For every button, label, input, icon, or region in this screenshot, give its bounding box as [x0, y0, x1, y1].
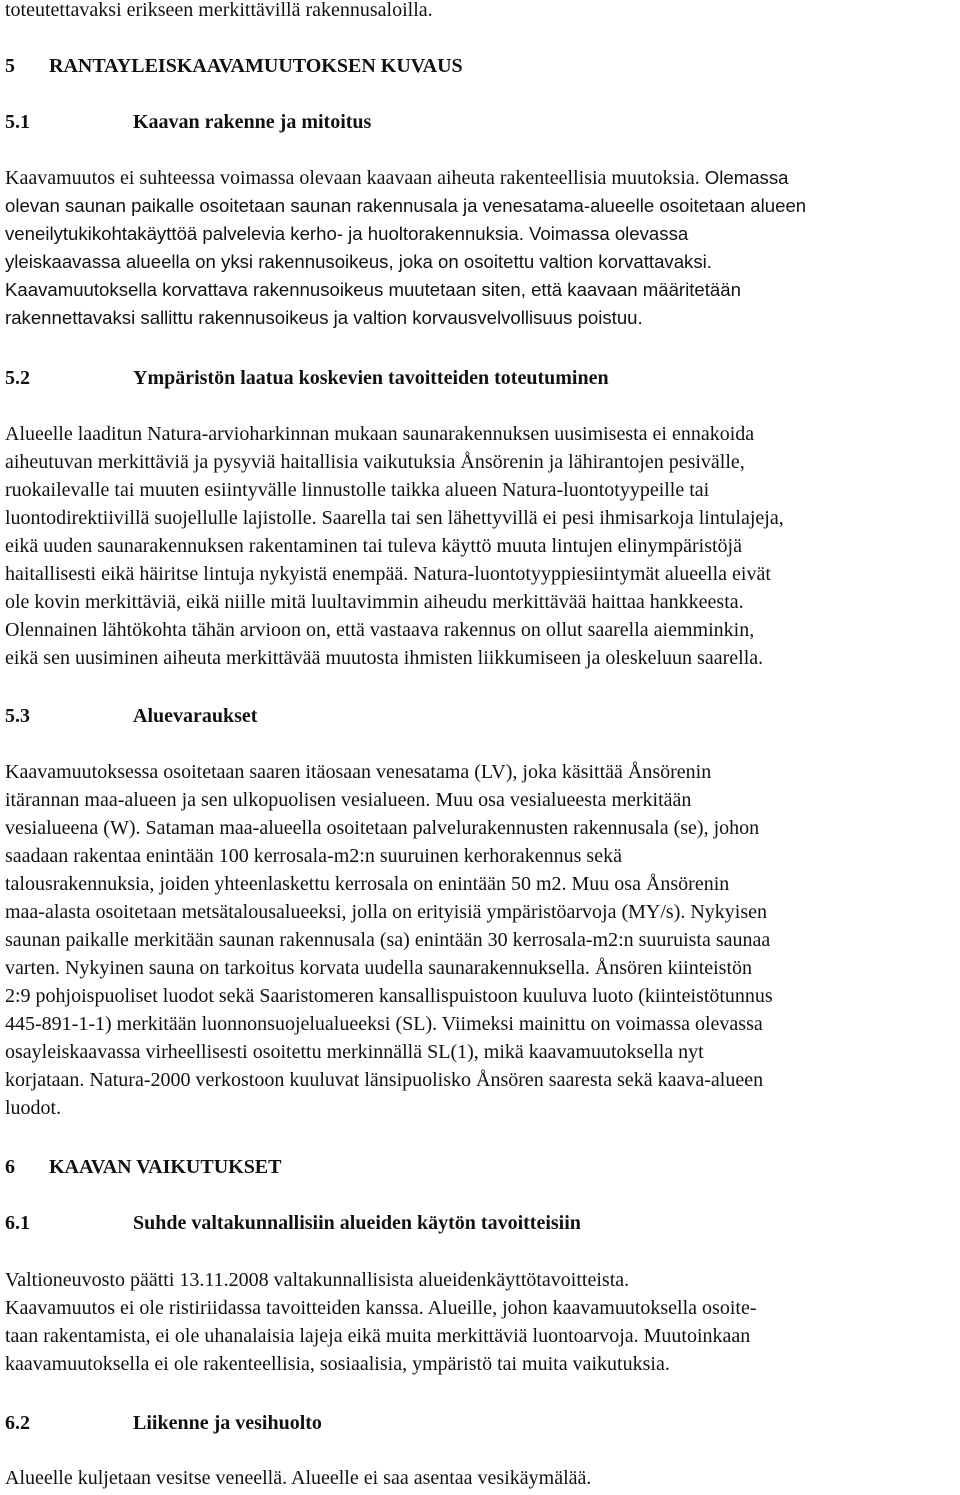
- section-5-3-line-8: varten. Nykyinen sauna on tarkoitus korvata uudella saunarakennuksella. Ånsören kiinteistön: [5, 957, 753, 979]
- section-5-3-line-11: osayleiskaavassa virheellisesti osoitettu merkinnällä SL(1), mikä kaavamuutoksella nyt: [5, 1041, 704, 1063]
- section-6-2-heading: [5, 1409, 322, 1437]
- section-6-number: 6: [5, 1156, 15, 1178]
- section-5-3-line-12: korjataan. Natura-2000 verkostoon kuuluvat länsipuolisko Ånsören saaresta sekä kaava-alueen: [5, 1069, 764, 1091]
- section-6-1-line-4: kaavamuutoksella ei ole rakenteellisia, sosiaalisia, ympäristö tai muita vaikutuksia.: [5, 1353, 670, 1375]
- section-6-1-line-2: Kaavamuutos ei ole ristiriidassa tavoitteiden kanssa. Alueille, johon kaavamuutoksella osoite-: [5, 1297, 757, 1319]
- section-5-3-line-10: 445-891-1-1) merkitään luonnonsuojelualueeksi (SL). Viimeksi mainittu on voimassa olevassa: [5, 1013, 763, 1035]
- section-5-3-line-3: vesialueena (W). Sataman maa-alueella osoitetaan palvelurakennusten rakennusala (se), johon: [5, 817, 760, 839]
- section-5-1-title: Kaavan rakenne ja mitoitus: [133, 111, 372, 133]
- section-5-2-line-7: ole kovin merkittäviä, eikä niille mitä luultavimmin aiheudu merkittävää haittaa hankkeesta.: [5, 591, 744, 613]
- section-5-title: RANTAYLEISKAAVAMUUTOKSEN KUVAUS: [49, 55, 463, 77]
- section-5-1-heading: [5, 108, 371, 136]
- section-6-1-heading: [5, 1209, 581, 1237]
- section-6-heading: [5, 1153, 282, 1181]
- section-5-3-title: Aluevaraukset: [133, 705, 258, 727]
- section-5-2-line-1: Alueelle laaditun Natura-arvioharkinnan mukaan saunarakennuksen uusimisesta ei ennakoida: [5, 423, 755, 445]
- section-5-heading: [5, 52, 463, 80]
- section-6-1-line-3: taan rakentamista, ei ole uhanalaisia lajeja eikä muita merkittäviä luontoarvoja. Muutoinkaan: [5, 1325, 751, 1347]
- section-5-1-line-3: veneilytukikohtakäyttöä palvelevia kerho- ja huoltorakennuksia. Voimassa olevassa: [5, 223, 689, 244]
- section-5-2-line-8: Olennainen lähtökohta tähän arvioon on, että vastaava rakennus on ollut saarella aiemminkin,: [5, 619, 755, 641]
- section-5-3-heading: [5, 702, 257, 730]
- section-6-1-title: Suhde valtakunnallisiin alueiden käytön tavoitteisiin: [133, 1212, 581, 1234]
- section-5-2-heading: [5, 364, 609, 392]
- section-5-2-line-5: eikä uuden saunarakennuksen rakentaminen tai tuleva käyttö muuta lintujen elinympäristöjä: [5, 535, 742, 557]
- section-5-2-line-2: aiheutuvan merkittäviä ja pysyviä haitallisia vaikutuksia Ånsörenin ja lähirantojen pesivälle,: [5, 451, 745, 473]
- section-6-2-line-1: Alueelle kuljetaan vesitse veneellä. Alueelle ei saa asentaa vesikäymälää.: [5, 1467, 592, 1489]
- section-5-3-line-2: itärannan maa-alueen ja sen ulkopuolisen vesialueen. Muu osa vesialueesta merkitään: [5, 789, 692, 811]
- section-5-1-line-5: Kaavamuutoksella korvattava rakennusoikeus muutetaan siten, että kaavaan määritetään: [5, 279, 741, 300]
- section-5-3-number: 5.3: [5, 705, 30, 727]
- section-5-1-line-1: Kaavamuutos ei suhteessa voimassa olevaan kaavaan aiheuta rakenteellisia muutoksia. Olemassa: [5, 167, 789, 189]
- section-5-2-line-6: haitallisesti eikä häiritse lintuja nykyistä enempää. Natura-luontotyyppiesiintymät alueella eivät: [5, 563, 771, 585]
- section-5-1-line-4: yleiskaavassa alueella on yksi rakennusoikeus, joka on osoitettu valtion korvattavaksi.: [5, 251, 712, 272]
- section-5-1-line-6: rakennettavaksi sallittu rakennusoikeus ja valtion korvausvelvollisuus poistuu.: [5, 307, 643, 328]
- section-5-2-line-3: ruokailevalle tai muuten esiintyvälle linnustolle taikka alueen Natura-luontotyypeille tai: [5, 479, 710, 501]
- section-5-2-line-4: luontodirektiivillä suojellulle lajistolle. Saarella tai sen lähettyvillä ei pesi ihmisarkoja lintulajeja,: [5, 507, 784, 529]
- section-5-3-line-4: saadaan rakentaa enintään 100 kerrosala-m2:n suuruinen kerhorakennus sekä: [5, 845, 622, 867]
- section-6-1-number: 6.1: [5, 1212, 30, 1234]
- section-5-3-line-7: saunan paikalle merkitään saunan rakennusala (sa) enintään 30 kerrosala-m2:n suuruista saunaa: [5, 929, 771, 951]
- section-6-2-number: 6.2: [5, 1412, 30, 1434]
- section-6-2-title: Liikenne ja vesihuolto: [133, 1412, 322, 1434]
- section-5-2-number: 5.2: [5, 367, 30, 389]
- section-5-1-number: 5.1: [5, 111, 30, 133]
- section-5-2-title: Ympäristön laatua koskevien tavoitteiden toteutuminen: [133, 367, 609, 389]
- section-5-3-line-9: 2:9 pohjoispuoliset luodot sekä Saaristomeren kansallispuistoon kuuluva luoto (kiinteistötunnus: [5, 985, 773, 1007]
- section-5-3-line-1: Kaavamuutoksessa osoitetaan saaren itäosaan venesatama (LV), joka käsittää Ånsörenin: [5, 761, 712, 783]
- intro-text-line: toteutettavaksi erikseen merkittävillä rakennusaloilla.: [5, 0, 433, 21]
- section-5-3-line-6: maa-alasta osoitetaan metsätalousalueeksi, jolla on erityisiä ympäristöarvoja (MY/s). Nykyisen: [5, 901, 768, 923]
- section-5-2-line-9: eikä sen uusiminen aiheuta merkittävää muutosta ihmisten liikkumiseen ja oleskeluun saarella.: [5, 647, 764, 669]
- section-5-1-line-2: olevan saunan paikalle osoitetaan saunan rakennusala ja venesatama-alueelle osoitetaan alueen: [5, 195, 807, 216]
- section-6-title: KAAVAN VAIKUTUKSET: [49, 1156, 282, 1178]
- section-5-3-line-5: talousrakennuksia, joiden yhteenlaskettu kerrosala on enintään 50 m2. Muu osa Ånsörenin: [5, 873, 730, 895]
- section-5-3-line-13: luodot.: [5, 1097, 62, 1119]
- section-6-1-line-1: Valtioneuvosto päätti 13.11.2008 valtakunnallisista alueidenkäyttötavoitteista.: [5, 1269, 630, 1291]
- section-5-number: 5: [5, 55, 15, 77]
